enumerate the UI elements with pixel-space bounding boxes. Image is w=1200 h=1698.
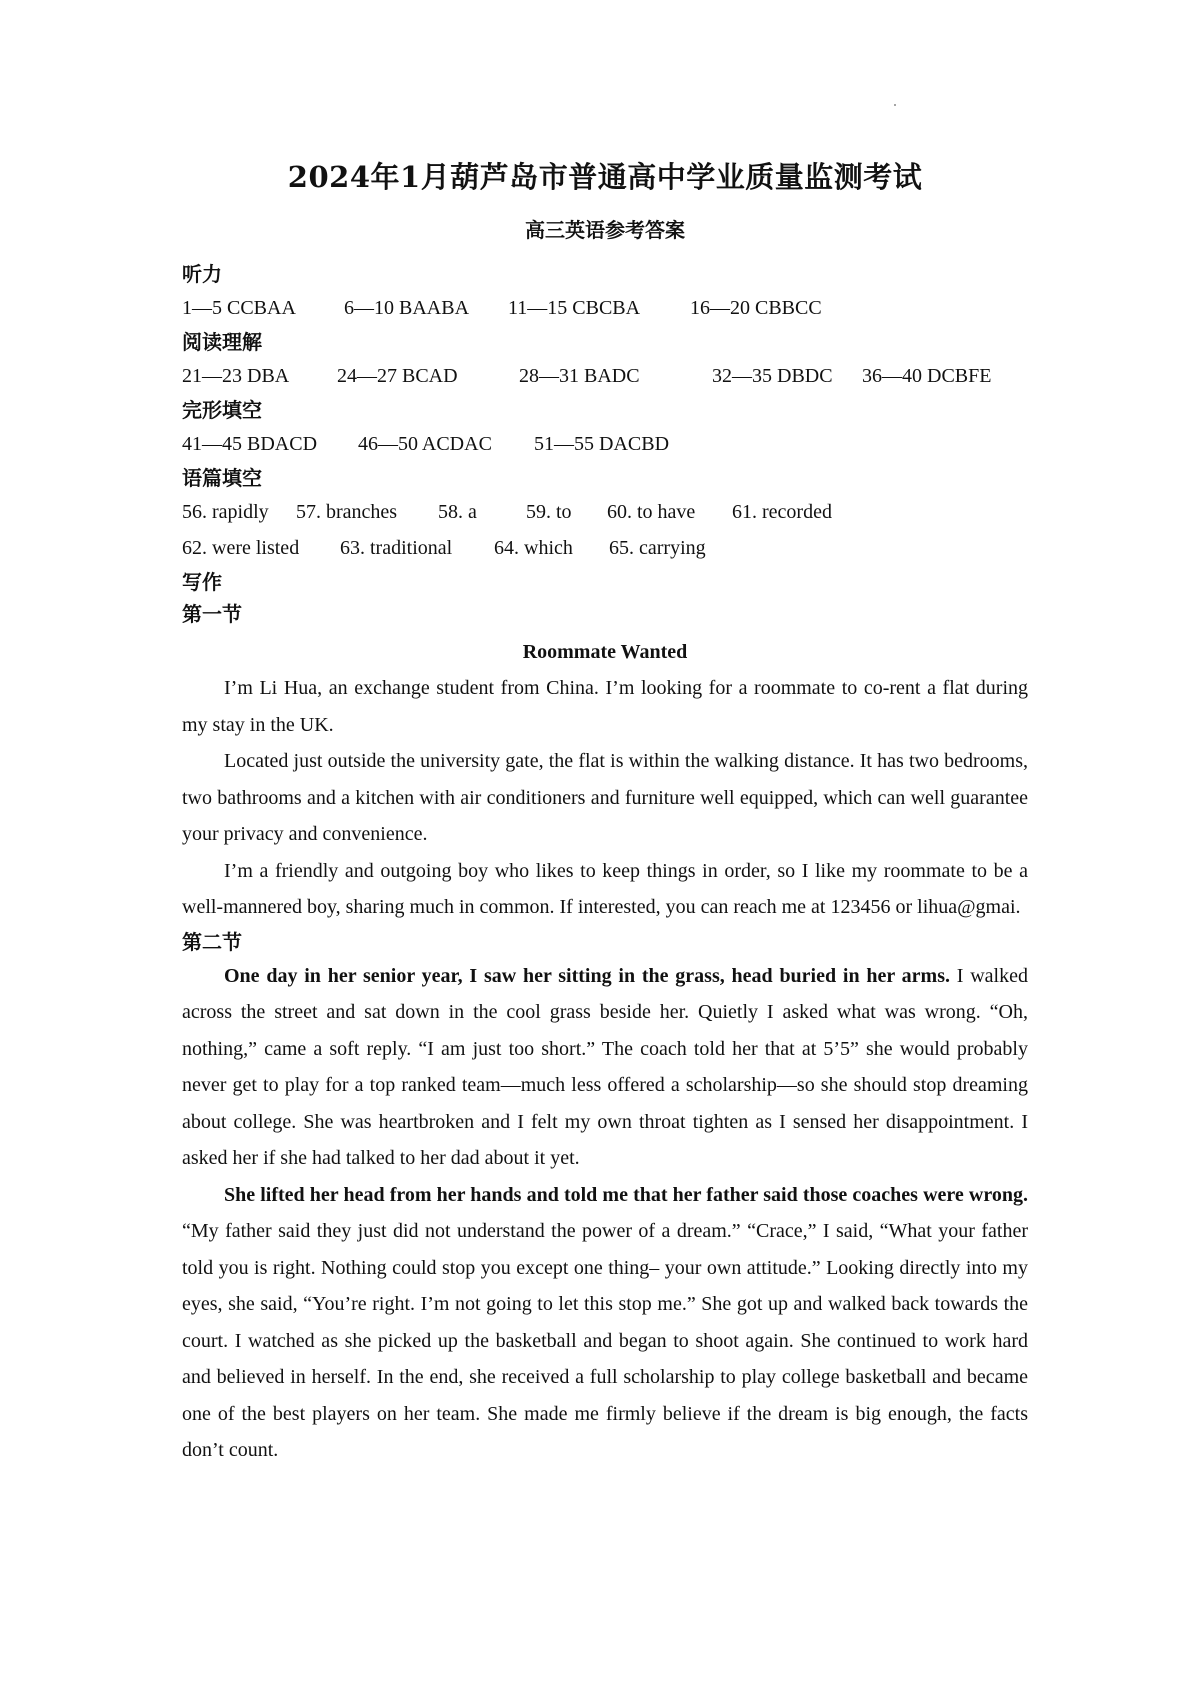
answer-group: 36—40 DCBFE (862, 365, 992, 387)
writing-part1-heading: 第一节 (182, 602, 242, 626)
answer-item: 65. carrying (609, 537, 706, 559)
answer-group: 16—20 CBBCC (690, 297, 822, 319)
answer-group: 51—55 DACBD (534, 433, 670, 455)
answer-group: 41—45 BDACD (182, 433, 318, 455)
paragraph-opening-sentence: She lifted her head from her hands and told me that her father said those coaches were wrong. (224, 1183, 1028, 1206)
continuation-paragraph-2 (182, 1177, 1028, 1469)
grammar-answers-row-1 (182, 494, 1028, 530)
essay-paragraph: Located just outside the university gate, the flat is within the walking distance. It has two bedrooms, two bathrooms and a kitchen with air conditioners and furniture well equipped, which can well guarantee your privacy and convenience. (182, 750, 1028, 845)
answer-group: 1—5 CCBAA (182, 297, 296, 319)
reading-answers (182, 358, 1028, 394)
continuation-paragraph-1 (182, 958, 1028, 1177)
paragraph-body: I walked across the street and sat down in the cool grass beside her. Quietly I asked what was wrong. “Oh, nothing,” came a soft reply. “I am just too short.” The coach told her that at 5’5” she would probably never get to play for a top ranked team—much less offered a scholarship—so she should stop dreaming about college. She was heartbroken and I felt my own throat tighten as I sensed her disappointment. I asked her if she had talked to her dad about it yet. (182, 964, 1028, 1169)
answer-item: 64. which (494, 537, 573, 559)
answer-group: 32—35 DBDC (712, 365, 833, 387)
answer-group: 24—27 BCAD (337, 365, 458, 387)
cloze-answers (182, 426, 1028, 462)
writing-part2-heading: 第二节 (182, 929, 242, 954)
grammar-answers-row-2 (182, 530, 1028, 566)
answer-item: 59. to (526, 501, 572, 523)
answer-group: 46—50 ACDAC (358, 433, 492, 455)
answer-item: 57. branches (296, 501, 398, 523)
reading-heading: 阅读理解 (182, 330, 262, 354)
answer-group: 6—10 BAABA (344, 297, 470, 319)
answer-key-subtitle: 高三英语参考答案 (525, 218, 685, 242)
answer-group: 21—23 DBA (182, 365, 290, 387)
cloze-heading: 完形填空 (182, 398, 262, 422)
grammar-heading: 语篇填空 (182, 466, 262, 490)
answer-group: 11—15 CBCBA (508, 297, 641, 319)
answer-item: 62. were listed (182, 537, 300, 559)
listening-heading: 听力 (182, 262, 222, 286)
paragraph-body: “My father said they just did not understand the power of a dream.” “Crace,” I said, “What your father told you is right. Nothing could stop you except one thing– your own attitude.” Looking directly into my eyes, she said, “You’re right. I’m not going to let this stop me.” She got up and walked back towards the court. I watched as she picked up the basketball and began to shoot again. She continued to work hard and believed in herself. In the end, she received a full scholarship to play college basketball and became one of the best players on her team. She made me firmly believe if the dream is big enough, the facts don’t count. (182, 1220, 1028, 1461)
essay-title: Roommate Wanted (522, 641, 688, 663)
answer-group: 28—31 BADC (519, 365, 640, 387)
writing-heading: 写作 (182, 570, 222, 594)
exam-title: 2024年1月葫芦岛市普通高中学业质量监测考试 (287, 160, 923, 194)
scan-speck (894, 104, 896, 106)
answer-item: 61. recorded (732, 501, 832, 523)
paragraph-opening-sentence: One day in her senior year, I saw her sitting in the grass, head buried in her arms. (224, 964, 950, 987)
answer-item: 63. traditional (340, 537, 453, 559)
essay-paragraph: I’m a friendly and outgoing boy who likes to keep things in order, so I like my roommate to be a well-mannered boy, sharing much in common. If interested, you can reach me at 123456 or lihua@gmai. (182, 859, 1028, 918)
listening-answers (182, 290, 1028, 326)
answer-item: 56. rapidly (182, 501, 269, 523)
essay-paragraph: I’m Li Hua, an exchange student from China. I’m looking for a roommate to co-rent a flat during my stay in the UK. (182, 677, 1028, 736)
answer-item: 58. a (438, 501, 477, 523)
document-content (182, 150, 1028, 1469)
answer-item: 60. to have (607, 501, 696, 523)
